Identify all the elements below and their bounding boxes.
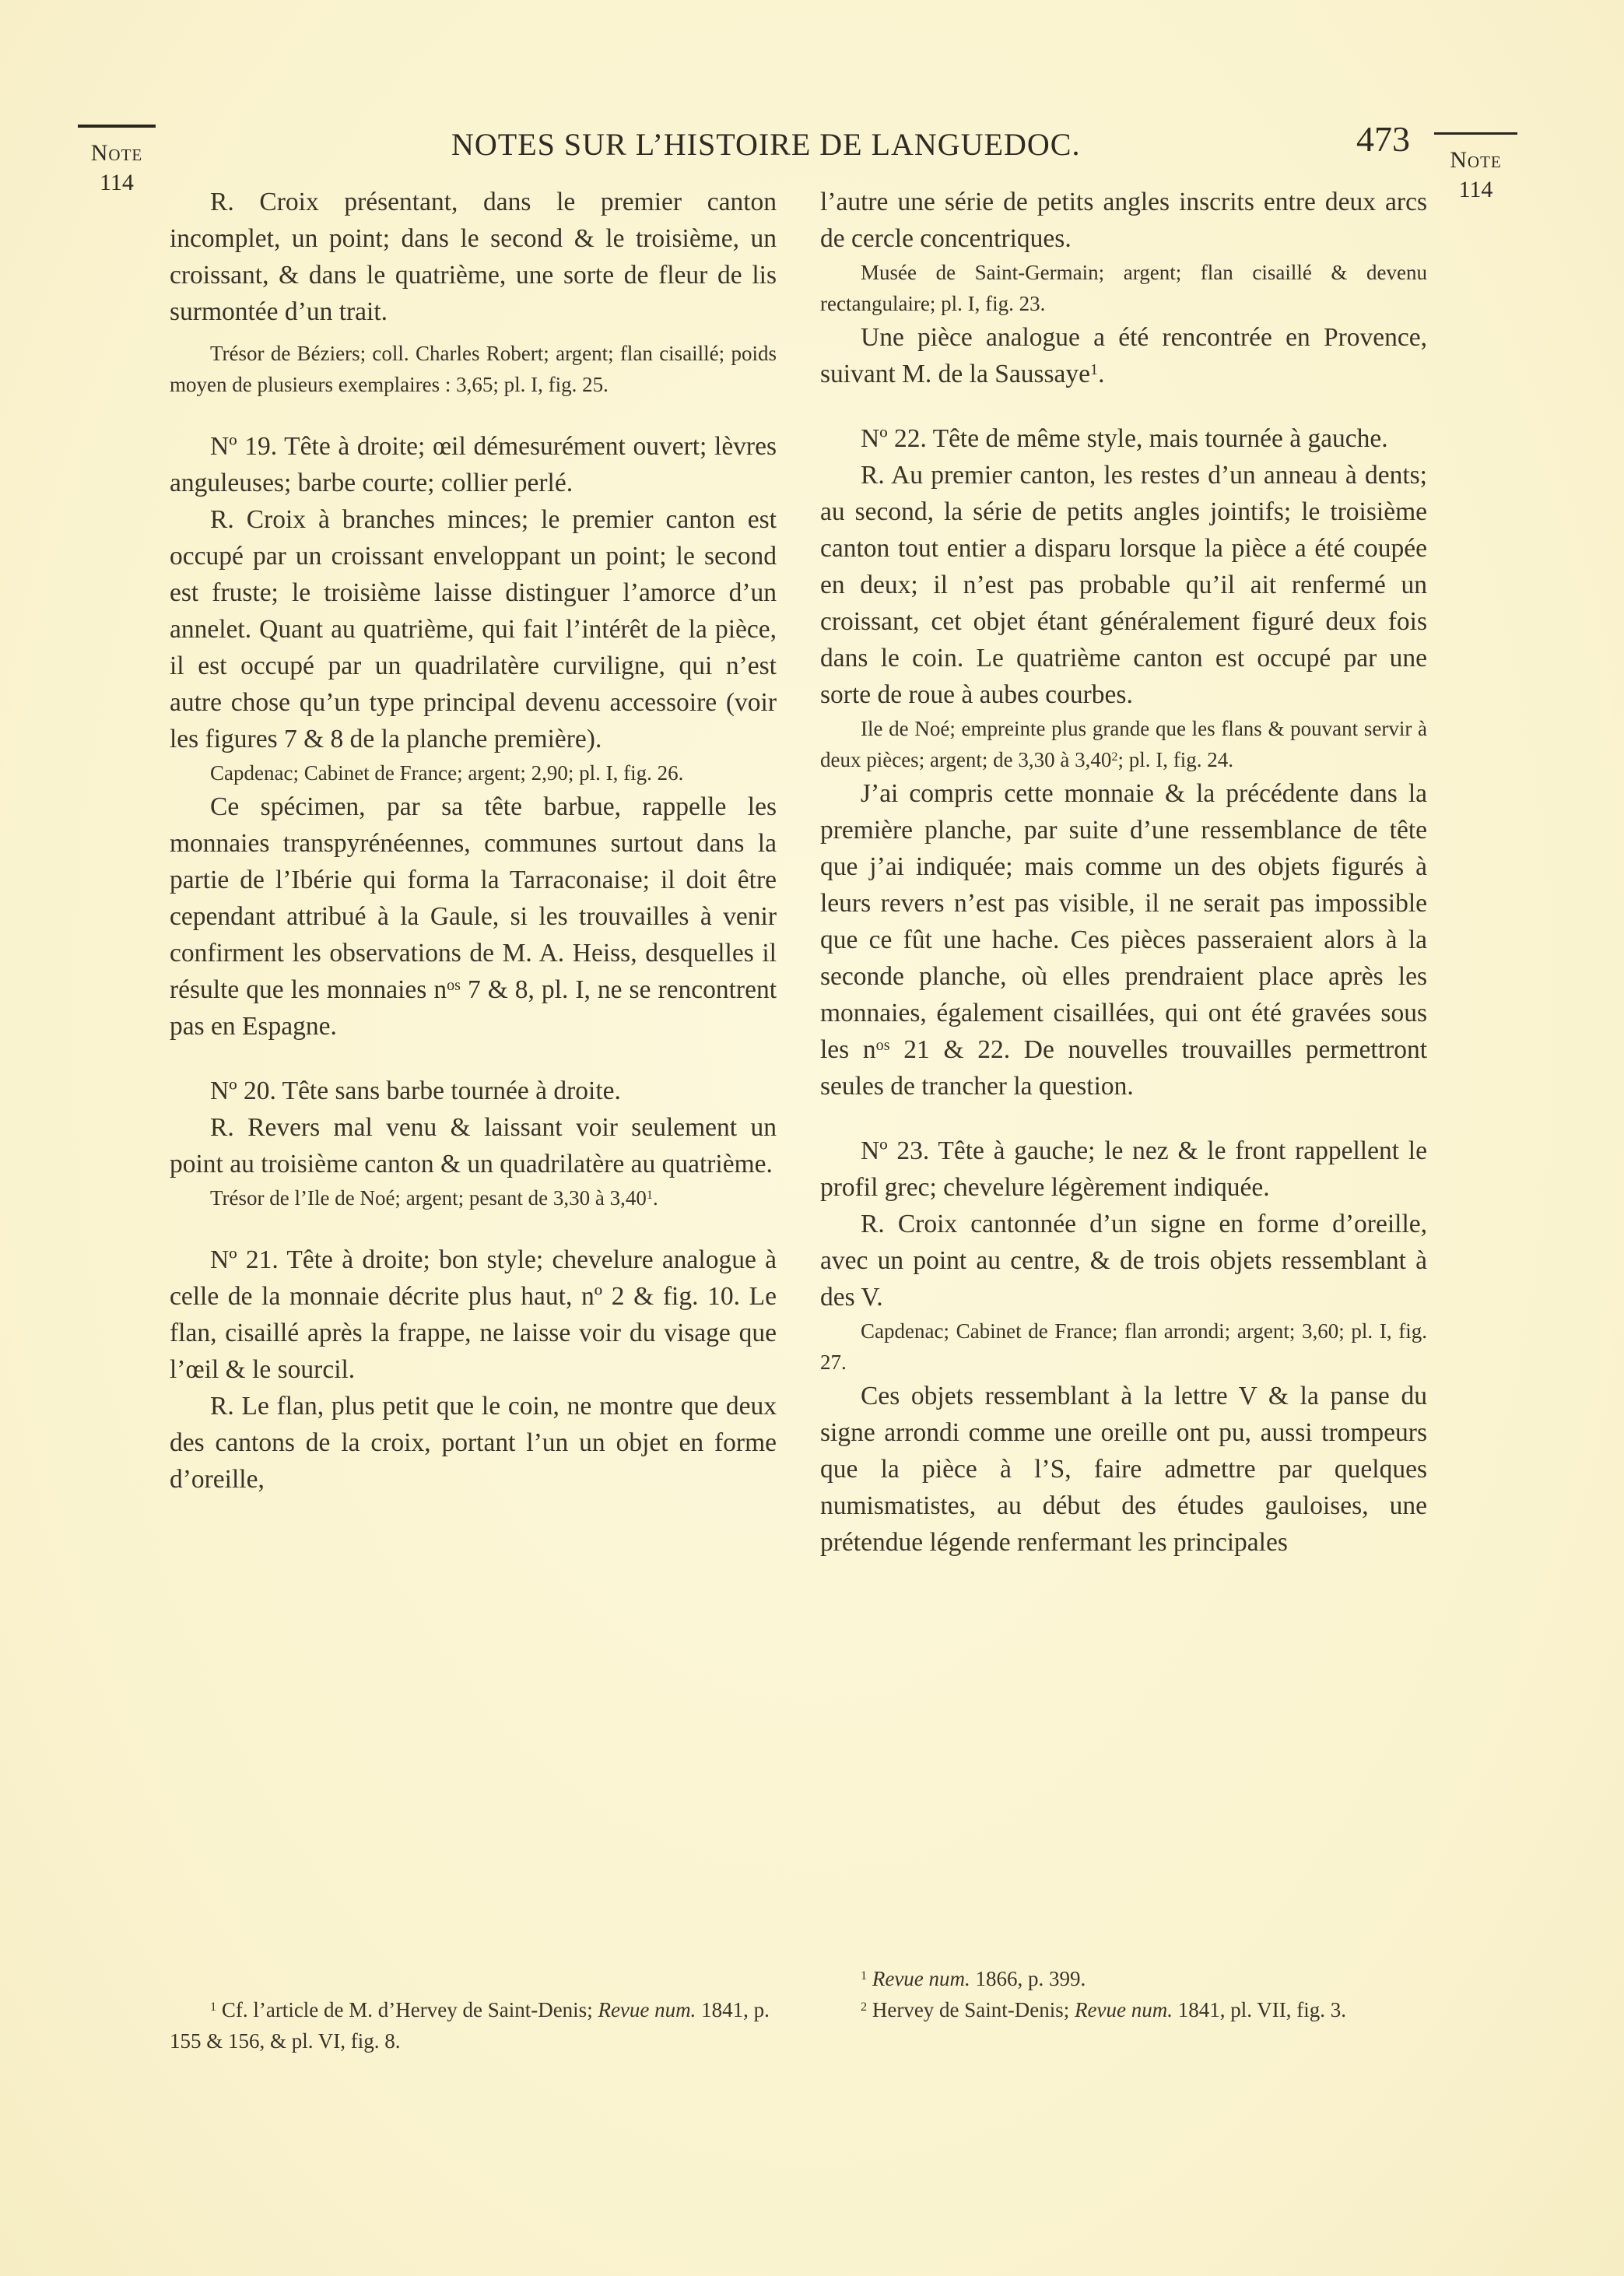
paragraph-text: 7 & 8, pl. I, ne se rencontrent pas en Espagne.	[170, 975, 777, 1041]
paragraph-text: Croix à branches minces; le premier canton est occupé par un croissant enveloppant un point; le second est fruste; le troisième laisse distinguer l’amorce d’un annelet. Quant au quatrième, qui fait l’intérêt de la pièce, il est occupé par un quadrilatère curviligne, qui n’est autre chose qu’un type principal devenu accessoire (voir les figures 7 & 8 de la planche première).	[170, 505, 777, 753]
footnote-mark: 1	[210, 1999, 217, 2014]
left-column	[170, 184, 777, 1498]
footnotes-left	[170, 1994, 777, 2056]
provenance-note: Musée de Saint-Germain; argent; flan cisaillé & devenu rectangulaire; pl. I, fig. 23.	[820, 261, 1427, 315]
provenance-note: Capdenac; Cabinet de France; argent; 2,90; pl. I, fig. 26.	[210, 761, 684, 785]
provenance-note	[170, 1182, 777, 1214]
footnotes-right	[820, 1963, 1427, 2025]
paragraph-text: .	[652, 1186, 658, 1210]
coin-entry-22: Nº 22. Tête de même style, mais tournée à gauche.	[861, 424, 1388, 453]
paragraph-text: Ile de Noé; empreinte plus grande que les flans & pouvant servir à deux pièces; argent; de 3,30 à 3,40	[820, 717, 1427, 771]
paragraph	[170, 501, 777, 757]
margin-rule	[78, 125, 156, 128]
provenance-note: Capdenac; Cabinet de France; flan arrondi; argent; 3,60; pl. I, fig. 27.	[820, 1319, 1427, 1374]
paragraph	[170, 1109, 777, 1182]
footnote-text: Hervey de Saint-Denis;	[867, 1998, 1075, 2021]
paragraph-text: Une pièce analogue a été rencontrée en Provence, suivant M. de la Saussaye	[820, 323, 1427, 388]
reverse-marker: R.	[861, 1210, 885, 1238]
paragraph-text: Revers mal venu & laissant voir seulement un point au troisième canton & un quadrilatère au quatrième.	[170, 1113, 777, 1178]
reverse-marker: R.	[210, 1113, 234, 1142]
paragraph	[820, 775, 1427, 1105]
footnote-mark: 1	[861, 1968, 868, 1983]
journal-title: Revue num.	[872, 1967, 970, 1990]
paragraph	[170, 789, 777, 1045]
reverse-marker: R.	[861, 461, 885, 490]
footnote-text: Cf. l’article de M. d’Hervey de Saint-Denis;	[216, 1998, 598, 2021]
note-number: 114	[100, 170, 134, 195]
footnote-ref[interactable]: 1	[1090, 360, 1099, 378]
page-number: 473	[1356, 119, 1410, 159]
margin-note-left	[78, 125, 156, 198]
paragraph-text: Au premier canton, les restes d’un anneau à dents; au second, la série de petits angles jointifs; le troisième canton tout entier a disparu lorsque la pièce a été coupée en deux; il n’est pas probable qu’il ait renfermé un croissant, cet objet étant généralement figuré deux fois dans le coin. Le quatrième canton est occupé par une sorte de roue à aubes courbes.	[820, 461, 1427, 709]
right-column	[820, 184, 1427, 1561]
superscript: os	[875, 1036, 890, 1054]
reverse-marker: R.	[210, 505, 234, 534]
footnote-mark: 2	[861, 1999, 868, 2014]
footnote-text	[867, 1967, 872, 1990]
paragraph: l’autre une série de petits angles inscrits entre deux arcs de cercle concentriques.	[820, 188, 1427, 253]
provenance-note: Trésor de Béziers; coll. Charles Robert; argent; flan cisaillé; poids moyen de plusieurs exemplaires : 3,65; pl. I, fig. 25.	[170, 342, 777, 396]
margin-rule	[1434, 132, 1517, 135]
paragraph	[170, 184, 777, 330]
paragraph-text: ; pl. I, fig. 24.	[1117, 748, 1233, 771]
reverse-marker: R.	[210, 1392, 234, 1421]
margin-note-right	[1434, 132, 1517, 205]
coin-entry-21: Nº 21. Tête à droite; bon style; chevelure analogue à celle de la monnaie décrite plus haut, nº 2 & fig. 10. Le flan, cisaillé après la frappe, ne laisse voir du visage que l’œil & le sourcil.	[170, 1245, 777, 1384]
footnote	[170, 1994, 777, 2056]
footnote	[820, 1963, 1427, 1994]
note-label: Note	[90, 140, 143, 166]
paragraph	[820, 319, 1427, 392]
paragraph-text: Croix présentant, dans le premier canton incomplet, un point; dans le second & le troisième, un croissant, & dans le quatrième, une sorte de fleur de lis surmontée d’un trait.	[170, 188, 777, 326]
footnote-ref[interactable]: 2	[1111, 749, 1118, 764]
coin-entry-20: Nº 20. Tête sans barbe tournée à droite.	[210, 1077, 621, 1105]
superscript: os	[447, 976, 461, 994]
paragraph-text: .	[1098, 360, 1105, 388]
paragraph-text: J’ai compris cette monnaie & la précédente dans la première planche, par suite d’une ressemblance de tête que j’ai indiquée; mais comme un des objets figurés à leurs revers n’est pas visible, il ne serait pas impossible que ce fût une hache. Ces pièces passeraient alors à la seconde planche, où elles prendraient place après les monnaies, également cisaillées, qui ont été gravées sous les n	[820, 779, 1427, 1064]
paragraph-text: Croix cantonnée d’un signe en forme d’oreille, avec un point au centre, & de trois objets ressemblant à des V.	[820, 1210, 1427, 1312]
coin-entry-19: Nº 19. Tête à droite; œil démesurément ouvert; lèvres anguleuses; barbe courte; collier perlé.	[170, 432, 777, 497]
reverse-marker: R.	[210, 188, 234, 216]
provenance-note	[820, 713, 1427, 775]
paragraph-text: 21 & 22. De nouvelles trouvailles permettront seules de trancher la question.	[820, 1035, 1427, 1101]
journal-title: Revue num.	[1075, 1998, 1173, 2021]
coin-entry-23: Nº 23. Tête à gauche; le nez & le front rappellent le profil grec; chevelure légèrement indiquée.	[820, 1136, 1427, 1202]
paragraph	[820, 1206, 1427, 1315]
paragraph: Ces objets ressemblant à la lettre V & la panse du signe arrondi comme une oreille ont pu, aussi trompeurs que la pièce à l’S, faire admettre par quelques numismatistes, au début des études gauloises, une prétendue légende renfermant les principales	[820, 1382, 1427, 1557]
paragraph	[820, 457, 1427, 713]
footnote-text: 1841, p. 155 & 156, & pl. VI, fig. 8.	[170, 1998, 770, 2053]
paragraph-text: Le flan, plus petit que le coin, ne montre que deux des cantons de la croix, portant l’un un objet en forme d’oreille,	[170, 1392, 777, 1494]
paragraph	[170, 1388, 777, 1498]
note-label: Note	[1450, 147, 1502, 173]
paragraph-text: Trésor de l’Ile de Noé; argent; pesant de 3,30 à 3,40	[210, 1186, 647, 1210]
footnote-ref[interactable]: 1	[646, 1187, 653, 1202]
journal-title: Revue num.	[598, 1998, 696, 2021]
running-title: NOTES SUR L’HISTOIRE DE LANGUEDOC.	[451, 127, 1081, 162]
note-number: 114	[1458, 177, 1493, 202]
footnote-text: 1866, p. 399.	[970, 1967, 1086, 1990]
footnote	[820, 1994, 1427, 2025]
footnote-text: 1841, pl. VII, fig. 3.	[1172, 1998, 1346, 2021]
paragraph-text: Ce spécimen, par sa tête barbue, rappelle les monnaies transpyrénéennes, communes surtout dans la partie de l’Ibérie qui forma la Tarraconaise; il doit être cependant attribué à la Gaule, si les trouvailles à venir confirment les observations de M. A. Heiss, desquelles il résulte que les monnaies n	[170, 792, 777, 1004]
